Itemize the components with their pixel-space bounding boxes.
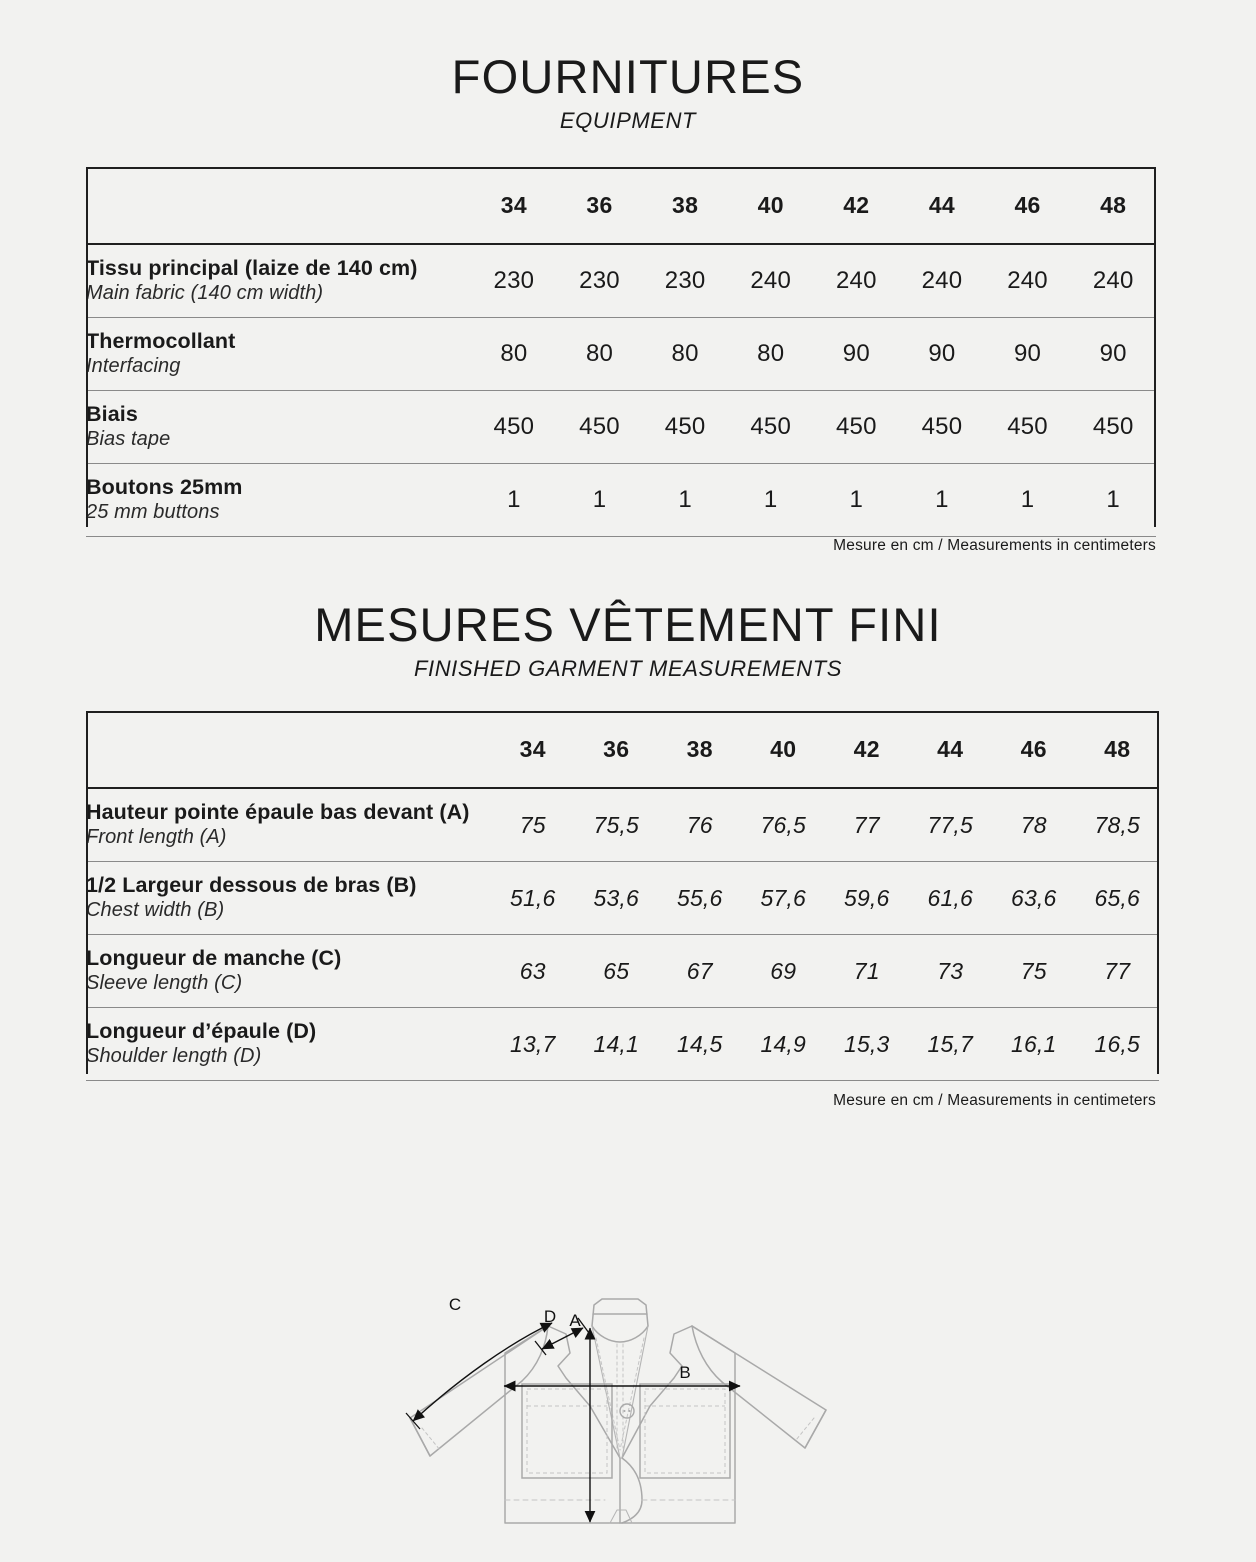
table-cell: 77 xyxy=(1104,957,1131,984)
table-cell: 15,7 xyxy=(927,1030,974,1057)
table-cell: 14,1 xyxy=(593,1030,640,1057)
row-label-fr: Hauteur pointe épaule bas devant (A) xyxy=(86,799,470,824)
row-label-en: Main fabric (140 cm width) xyxy=(86,282,324,305)
row-label-cell xyxy=(86,244,471,318)
column-header-size: 42 xyxy=(843,191,870,218)
mesures-table-body xyxy=(86,788,1159,1081)
row-label-en: Sleeve length (C) xyxy=(86,972,243,995)
table-cell: 240 xyxy=(1007,267,1048,294)
table-row xyxy=(86,862,1159,935)
table-cell: 80 xyxy=(671,340,699,367)
table-cell: 69 xyxy=(770,957,797,984)
row-label-fr: Boutons 25mm xyxy=(86,474,243,499)
table-cell: 90 xyxy=(1013,340,1042,367)
table-cell: 1 xyxy=(592,486,607,513)
header-spacer-cell xyxy=(86,711,491,788)
table-cell: 61,6 xyxy=(927,884,974,911)
table-cell: 450 xyxy=(1092,413,1134,440)
table-cell: 75,5 xyxy=(593,811,640,838)
measure-arrow-d xyxy=(535,1307,589,1355)
table-header-row xyxy=(86,167,1156,244)
column-header-size: 44 xyxy=(928,191,956,218)
table-cell: 240 xyxy=(835,267,877,294)
row-label-fr: Biais xyxy=(86,401,138,426)
row-label-en: Bias tape xyxy=(86,428,171,451)
column-header-size: 38 xyxy=(672,191,699,218)
table-cell: 450 xyxy=(664,413,706,440)
row-label-fr: Tissu principal (laize de 140 cm) xyxy=(86,255,418,280)
table-cell: 65,6 xyxy=(1094,884,1141,911)
measure-arrow-a xyxy=(569,1311,590,1522)
footnote-measurement-unit: Mesure en cm / Measurements in centimeters xyxy=(833,537,1156,554)
column-header-size: 42 xyxy=(853,735,880,762)
table-cell: 90 xyxy=(928,340,956,367)
table-cell: 15,3 xyxy=(843,1030,890,1057)
table-cell: 1 xyxy=(763,486,778,513)
row-label-fr: Longueur de manche (C) xyxy=(86,945,342,970)
page-title-fournitures: FOURNITURES xyxy=(451,50,805,103)
measure-label-a: A xyxy=(569,1311,581,1330)
row-label-cell xyxy=(86,464,471,537)
table-cell: 75 xyxy=(1020,957,1047,984)
table-cell: 240 xyxy=(750,267,792,294)
column-header-size: 46 xyxy=(1020,735,1047,762)
page-subtitle-equipment: EQUIPMENT xyxy=(559,108,697,134)
table-row xyxy=(86,788,1159,862)
jacket-technical-drawing xyxy=(370,1138,870,1562)
section-fournitures-heading xyxy=(0,52,1256,134)
table-cell: 240 xyxy=(921,267,963,294)
column-header-size: 40 xyxy=(757,191,784,218)
table-cell: 16,1 xyxy=(1010,1030,1057,1057)
table-cell: 78 xyxy=(1020,811,1047,838)
table-cell: 55,6 xyxy=(676,884,723,911)
table-cell: 450 xyxy=(750,413,792,440)
fournitures-table-header xyxy=(86,167,1156,244)
page-subtitle-finished-measurements: FINISHED GARMENT MEASUREMENTS xyxy=(413,656,843,682)
row-label-cell xyxy=(86,788,491,862)
column-header-size: 40 xyxy=(770,735,797,762)
table-cell: 80 xyxy=(757,340,785,367)
row-label-fr: 1/2 Largeur dessous de bras (B) xyxy=(86,872,417,897)
row-label-cell xyxy=(86,1008,491,1081)
column-header-size: 48 xyxy=(1100,191,1127,218)
header-spacer-cell xyxy=(86,167,471,244)
table-row xyxy=(86,1008,1159,1081)
row-label-cell xyxy=(86,391,471,464)
table-cell: 230 xyxy=(664,267,706,294)
table-cell: 1 xyxy=(849,486,864,513)
table-cell: 230 xyxy=(579,267,620,294)
mesures-table-header xyxy=(86,711,1159,788)
table-cell: 1 xyxy=(935,486,949,513)
table-cell: 51,6 xyxy=(509,884,556,911)
page-title-mesures: MESURES VÊTEMENT FINI xyxy=(314,598,942,651)
table-cell: 240 xyxy=(1092,267,1134,294)
table-cell: 63,6 xyxy=(1010,884,1057,911)
measure-label-b: B xyxy=(679,1363,691,1382)
table-cell: 71 xyxy=(853,957,880,984)
table-cell: 1 xyxy=(1106,486,1120,513)
table-cell: 78,5 xyxy=(1094,811,1141,838)
table-cell: 65 xyxy=(603,957,630,984)
table-cell: 90 xyxy=(842,340,870,367)
table-cell: 14,9 xyxy=(760,1030,807,1057)
row-label-en: Shoulder length (D) xyxy=(86,1045,262,1068)
table-cell: 1 xyxy=(678,486,692,513)
column-header-size: 44 xyxy=(937,735,964,762)
fournitures-table-body xyxy=(86,244,1156,537)
table-cell: 73 xyxy=(937,957,964,984)
jacket-body-outline xyxy=(410,1299,826,1523)
measure-label-d: D xyxy=(543,1307,557,1326)
fournitures-table xyxy=(86,167,1156,537)
table-row xyxy=(86,318,1156,391)
table-cell: 67 xyxy=(686,957,713,984)
table-cell: 63 xyxy=(519,957,546,984)
row-label-en: Front length (A) xyxy=(86,826,227,849)
table-cell: 450 xyxy=(579,413,620,440)
table-row xyxy=(86,464,1156,537)
table-cell: 230 xyxy=(493,267,535,294)
table-cell: 16,5 xyxy=(1094,1030,1141,1057)
column-header-size: 46 xyxy=(1014,191,1041,218)
table-cell: 80 xyxy=(585,340,614,367)
table-cell: 14,5 xyxy=(676,1030,723,1057)
row-label-cell xyxy=(86,862,491,935)
measure-arrow-c xyxy=(406,1295,552,1429)
table-cell: 450 xyxy=(493,413,535,440)
table-cell: 80 xyxy=(500,340,528,367)
row-label-en: Chest width (B) xyxy=(86,899,225,922)
column-header-size: 36 xyxy=(603,735,630,762)
measure-arrow-b xyxy=(504,1363,740,1386)
table-cell: 77,5 xyxy=(927,811,974,838)
row-label-fr: Longueur d’épaule (D) xyxy=(86,1018,317,1043)
footnote-measurement-unit: Mesure en cm / Measurements in centimeters xyxy=(833,1092,1156,1109)
column-header-size: 34 xyxy=(500,191,527,218)
row-label-cell xyxy=(86,935,491,1008)
table-cell: 13,7 xyxy=(509,1030,556,1057)
mesures-table xyxy=(86,711,1159,1081)
table-cell: 77 xyxy=(853,811,880,838)
row-label-en: Interfacing xyxy=(86,355,181,378)
table-cell: 76,5 xyxy=(760,811,807,838)
table-row xyxy=(86,244,1156,318)
table-cell: 59,6 xyxy=(843,884,890,911)
measure-label-c: C xyxy=(448,1295,462,1314)
row-label-fr: Thermocollant xyxy=(86,328,236,353)
table-cell: 57,6 xyxy=(760,884,807,911)
row-label-en: 25 mm buttons xyxy=(86,501,220,524)
column-header-size: 36 xyxy=(586,191,613,218)
table-cell: 76 xyxy=(686,811,713,838)
table-cell: 75 xyxy=(519,811,546,838)
row-label-cell xyxy=(86,318,471,391)
column-header-size: 34 xyxy=(519,735,546,762)
table-cell: 53,6 xyxy=(593,884,640,911)
section-mesures-heading xyxy=(0,600,1256,682)
table-cell: 450 xyxy=(1007,413,1048,440)
column-header-size: 38 xyxy=(686,735,713,762)
table-cell: 450 xyxy=(921,413,963,440)
table-cell: 450 xyxy=(835,413,877,440)
table-row xyxy=(86,391,1156,464)
jacket-pockets xyxy=(522,1384,730,1478)
column-header-size: 48 xyxy=(1104,735,1131,762)
table-row xyxy=(86,935,1159,1008)
table-cell: 90 xyxy=(1099,340,1127,367)
table-cell: 1 xyxy=(1020,486,1035,513)
table-cell: 1 xyxy=(507,486,521,513)
table-header-row xyxy=(86,711,1159,788)
